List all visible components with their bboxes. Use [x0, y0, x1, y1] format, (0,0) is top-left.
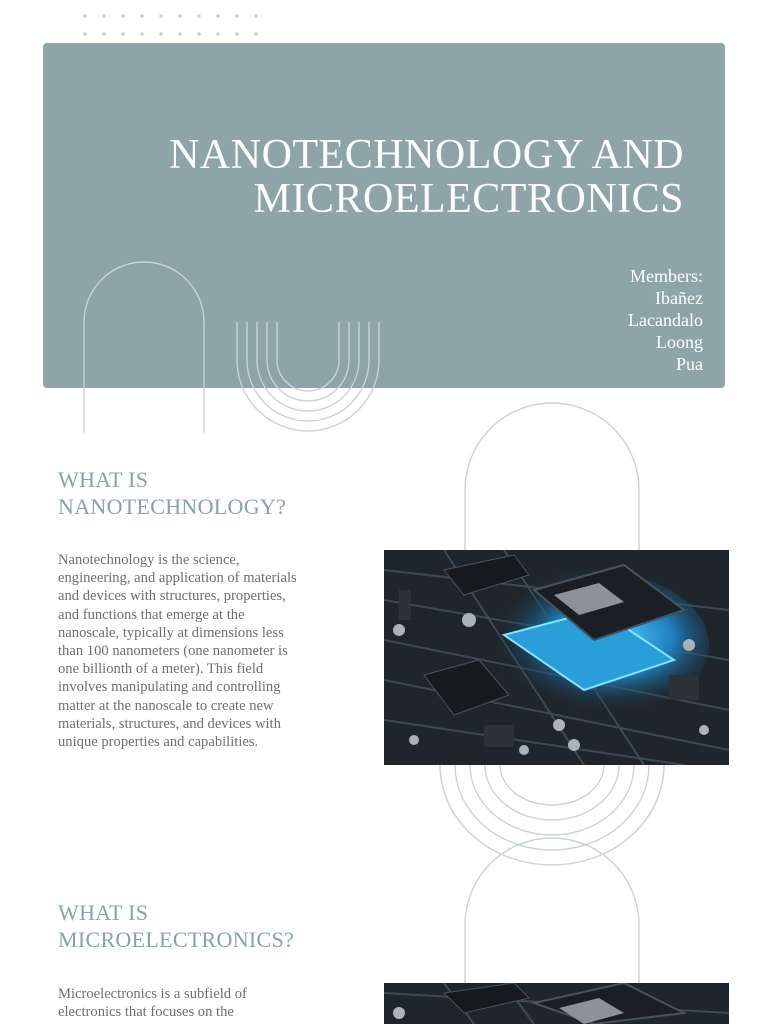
member-name: Ibañez	[655, 288, 703, 308]
member-name: Loong	[656, 332, 703, 352]
section-heading-nanotechnology	[58, 466, 286, 520]
microelectronics-description: Microelectronics is a subfield of electronics that focuses on the	[58, 986, 247, 1021]
members-list	[503, 265, 703, 375]
heading-line: MICROELECTRONICS?	[58, 927, 295, 952]
nanotechnology-description: Nanotechnology is the science, engineering, and application of materials and devices with structures, properties, and functions that emerge at the nanoscale, typically at dimensions less than 100 nanometers (one nanometer is one billionth of a meter). This field involves manipulating and controlling matter at the nanoscale to create new materials, structures, and devices with unique properties and capabilities.	[58, 552, 297, 751]
member-name: Lacandalo	[628, 310, 703, 330]
section-heading-microelectronics	[58, 899, 294, 953]
heading-line: WHAT IS	[58, 900, 149, 925]
circuit-board-image	[384, 550, 729, 765]
circuit-board-image	[384, 983, 729, 1024]
page-title-line-1: NANOTECHNOLOGY AND	[169, 132, 684, 178]
member-name: Pua	[676, 354, 703, 374]
heading-line: NANOTECHNOLOGY?	[58, 494, 287, 519]
heading-line: WHAT IS	[58, 467, 149, 492]
members-label: Members:	[630, 266, 703, 286]
page-title	[84, 133, 684, 221]
page-title-line-2: MICROELECTRONICS	[253, 176, 684, 222]
